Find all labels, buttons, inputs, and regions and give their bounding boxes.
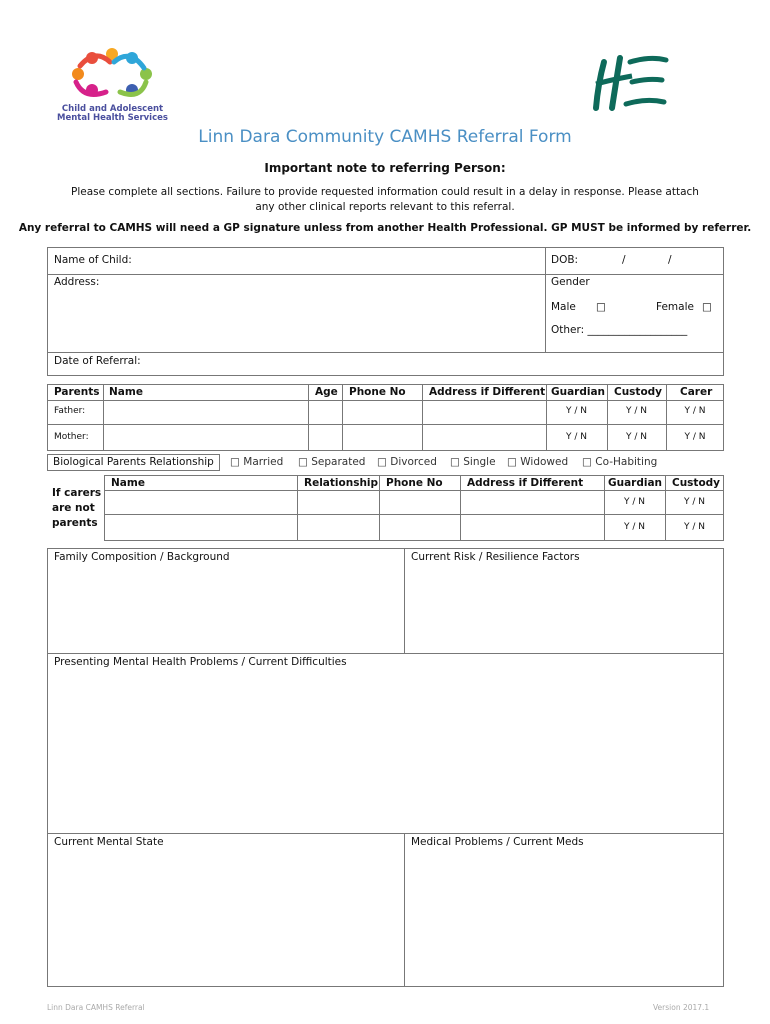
important-note: Important note to referring Person:	[264, 161, 506, 175]
relationship-label: Biological Parents Relationship	[53, 456, 214, 468]
option-single[interactable]: □ Single	[450, 456, 496, 468]
presenting-problems-label: Presenting Mental Health Problems / Current Difficulties	[54, 656, 347, 668]
gender-label: Gender	[551, 276, 590, 288]
narrative-sections	[47, 548, 724, 987]
carer2-guardian-yn[interactable]: Y / N	[624, 522, 645, 532]
option-co-habiting[interactable]: □ Co-Habiting	[582, 456, 658, 468]
camhs-logo-text-1: Child and Adolescent	[61, 104, 164, 114]
gp-warning: Any referral to CAMHS will need a GP signature unless from another Health Professional. GP MUST be informed by referrer.	[18, 222, 752, 234]
address-label: Address:	[54, 276, 100, 288]
carer-phone-header: Phone No	[386, 477, 443, 489]
child-info-box	[47, 247, 724, 376]
carers-side-label: If carers are not parents	[52, 487, 102, 529]
father-label: Father:	[54, 406, 86, 416]
female-checkbox[interactable]: □	[702, 301, 712, 313]
age-header: Age	[315, 386, 338, 398]
other-gender-field[interactable]: Other: ___________________	[551, 324, 688, 336]
camhs-people-icon	[50, 46, 175, 101]
custody-header: Custody	[614, 386, 663, 398]
dob-label: DOB:	[551, 254, 579, 266]
carer1-guardian-yn[interactable]: Y / N	[624, 497, 645, 507]
phone-header: Phone No	[349, 386, 406, 398]
footer-left: Linn Dara CAMHS Referral	[47, 1003, 145, 1012]
form-title: Linn Dara Community CAMHS Referral Form	[198, 127, 572, 147]
address-header: Address if Different	[429, 386, 546, 398]
dob-sep-2: /	[668, 254, 672, 266]
father-custody-yn[interactable]: Y / N	[626, 406, 647, 416]
carer-custody-header: Custody	[672, 477, 721, 489]
date-of-referral-label: Date of Referral:	[54, 355, 141, 367]
guardian-header: Guardian	[551, 386, 606, 398]
male-label: Male	[551, 301, 576, 313]
female-label: Female	[656, 301, 694, 313]
mother-carer-yn[interactable]: Y / N	[684, 432, 706, 442]
carer1-custody-yn[interactable]: Y / N	[684, 497, 705, 507]
current-risk-label: Current Risk / Resilience Factors	[411, 551, 580, 563]
mother-custody-yn[interactable]: Y / N	[626, 432, 647, 442]
family-composition-label: Family Composition / Background	[54, 551, 230, 563]
carer-address-header: Address if Different	[467, 477, 584, 489]
medical-problems-label: Medical Problems / Current Meds	[411, 836, 584, 848]
carer-name-header: Name	[111, 477, 145, 489]
camhs-logo-text-2: Mental Health Services	[57, 113, 168, 123]
instructions: Please complete all sections. Failure to provide requested information could result in a delay in response. Please attach any other clinical reports relevant to this referral.	[71, 186, 699, 213]
carer2-custody-yn[interactable]: Y / N	[684, 522, 705, 532]
option-widowed[interactable]: □ Widowed	[507, 456, 569, 468]
carer-relationship-header: Relationship	[304, 477, 379, 489]
name-of-child-label: Name of Child:	[54, 254, 132, 266]
option-married[interactable]: □ Married	[230, 456, 284, 468]
male-checkbox[interactable]: □	[596, 301, 606, 313]
current-mental-state-label: Current Mental State	[54, 836, 164, 848]
father-carer-yn[interactable]: Y / N	[684, 406, 706, 416]
hse-logo-icon	[592, 54, 672, 112]
mother-label: Mother:	[54, 432, 89, 442]
option-divorced[interactable]: □ Divorced	[377, 456, 437, 468]
carer-header: Carer	[680, 386, 713, 398]
mother-guardian-yn[interactable]: Y / N	[566, 432, 587, 442]
camhs-logo	[50, 46, 175, 124]
father-guardian-yn[interactable]: Y / N	[566, 406, 587, 416]
name-header: Name	[109, 386, 143, 398]
dob-sep-1: /	[622, 254, 626, 266]
hse-logo	[592, 54, 672, 112]
option-separated[interactable]: □ Separated	[298, 456, 366, 468]
carer-guardian-header: Guardian	[608, 477, 663, 489]
parents-header: Parents	[54, 386, 100, 398]
footer-version: Version 2017.1	[653, 1003, 710, 1012]
